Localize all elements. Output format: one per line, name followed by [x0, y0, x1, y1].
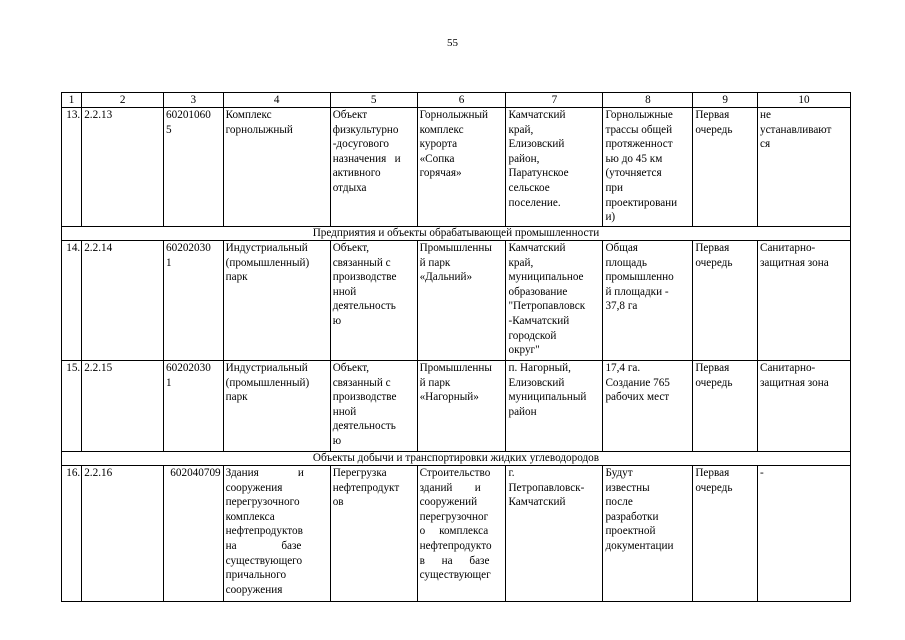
- object-characteristics: Будут известны после разработки проектной документации: [603, 466, 693, 602]
- object-address: Камчатский край, муниципальное образование "Петропавловск -Камчатский городской округ": [506, 241, 603, 361]
- header-cell: 7: [506, 93, 603, 108]
- header-cell: 2: [82, 93, 164, 108]
- section-title: Объекты добычи и транспортировки жидких углеводородов: [62, 452, 851, 466]
- object-location-name: Промышленны й парк «Дальний»: [417, 241, 506, 361]
- object-address: г. Петропавловск- Камчатский: [506, 466, 603, 602]
- header-cell: 9: [693, 93, 758, 108]
- table-row: [62, 466, 851, 602]
- object-id: 60202030 1: [164, 241, 224, 361]
- object-purpose: Перегрузка нефтепродукт ов: [330, 466, 417, 602]
- header-cell: 5: [330, 93, 417, 108]
- row-number: 14.: [62, 241, 82, 361]
- object-name: Индустриальный (промышленный) парк: [223, 361, 330, 452]
- object-stage: Первая очередь: [693, 241, 758, 361]
- table-row: [62, 108, 851, 227]
- object-purpose: Объект физкультурно -досугового назначения и активного отдыха: [330, 108, 417, 227]
- row-number: 16.: [62, 466, 82, 602]
- object-name: Индустриальный (промышленный) парк: [223, 241, 330, 361]
- header-cell: 1: [62, 93, 82, 108]
- row-number: 13.: [62, 108, 82, 227]
- object-characteristics: 17,4 га. Создание 765 рабочих мест: [603, 361, 693, 452]
- object-code: 2.2.15: [82, 361, 164, 452]
- object-id: 60201060 5: [164, 108, 224, 227]
- object-address: п. Нагорный, Елизовский муниципальный район: [506, 361, 603, 452]
- object-id: 60202030 1: [164, 361, 224, 452]
- object-stage: Первая очередь: [693, 361, 758, 452]
- section-row: [62, 227, 851, 241]
- header-cell: 6: [417, 93, 506, 108]
- header-cell: 8: [603, 93, 693, 108]
- header-cell: 3: [164, 93, 224, 108]
- section-row: [62, 452, 851, 466]
- object-stage: Первая очередь: [693, 108, 758, 227]
- objects-table: [61, 92, 851, 602]
- header-cell: 10: [757, 93, 850, 108]
- object-zone: не устанавливают ся: [757, 108, 850, 227]
- object-location-name: Строительство зданий и сооружений перегрузочног о комплекса нефтепродукто в на базе существующег: [417, 466, 506, 602]
- object-location-name: Промышленны й парк «Нагорный»: [417, 361, 506, 452]
- object-zone: Санитарно- защитная зона: [757, 241, 850, 361]
- object-address: Камчатский край, Елизовский район, Паратунское сельское поселение.: [506, 108, 603, 227]
- header-row: [62, 93, 851, 108]
- row-number: 15.: [62, 361, 82, 452]
- object-name: Комплекс горнолыжный: [223, 108, 330, 227]
- object-code: 2.2.13: [82, 108, 164, 227]
- object-zone: -: [757, 466, 850, 602]
- object-stage: Первая очередь: [693, 466, 758, 602]
- object-purpose: Объект, связанный с производстве нной деятельность ю: [330, 361, 417, 452]
- object-id: 602040709: [164, 466, 224, 602]
- object-characteristics: Горнолыжные трассы общей протяженност ью до 45 км (уточняется при проектировани и): [603, 108, 693, 227]
- table-row: [62, 241, 851, 361]
- object-zone: Санитарно- защитная зона: [757, 361, 850, 452]
- object-code: 2.2.14: [82, 241, 164, 361]
- object-code: 2.2.16: [82, 466, 164, 602]
- object-purpose: Объект, связанный с производстве нной деятельность ю: [330, 241, 417, 361]
- object-location-name: Горнолыжный комплекс курорта «Сопка горячая»: [417, 108, 506, 227]
- object-characteristics: Общая площадь промышленно й площадки - 37,8 га: [603, 241, 693, 361]
- section-title: Предприятия и объекты обрабатывающей промышленности: [62, 227, 851, 241]
- object-name: Здания и сооружения перегрузочного комплекса нефтепродуктов на базе существующего причального сооружения: [223, 466, 330, 602]
- header-cell: 4: [223, 93, 330, 108]
- table-row: [62, 361, 851, 452]
- page-number: 55: [447, 37, 458, 49]
